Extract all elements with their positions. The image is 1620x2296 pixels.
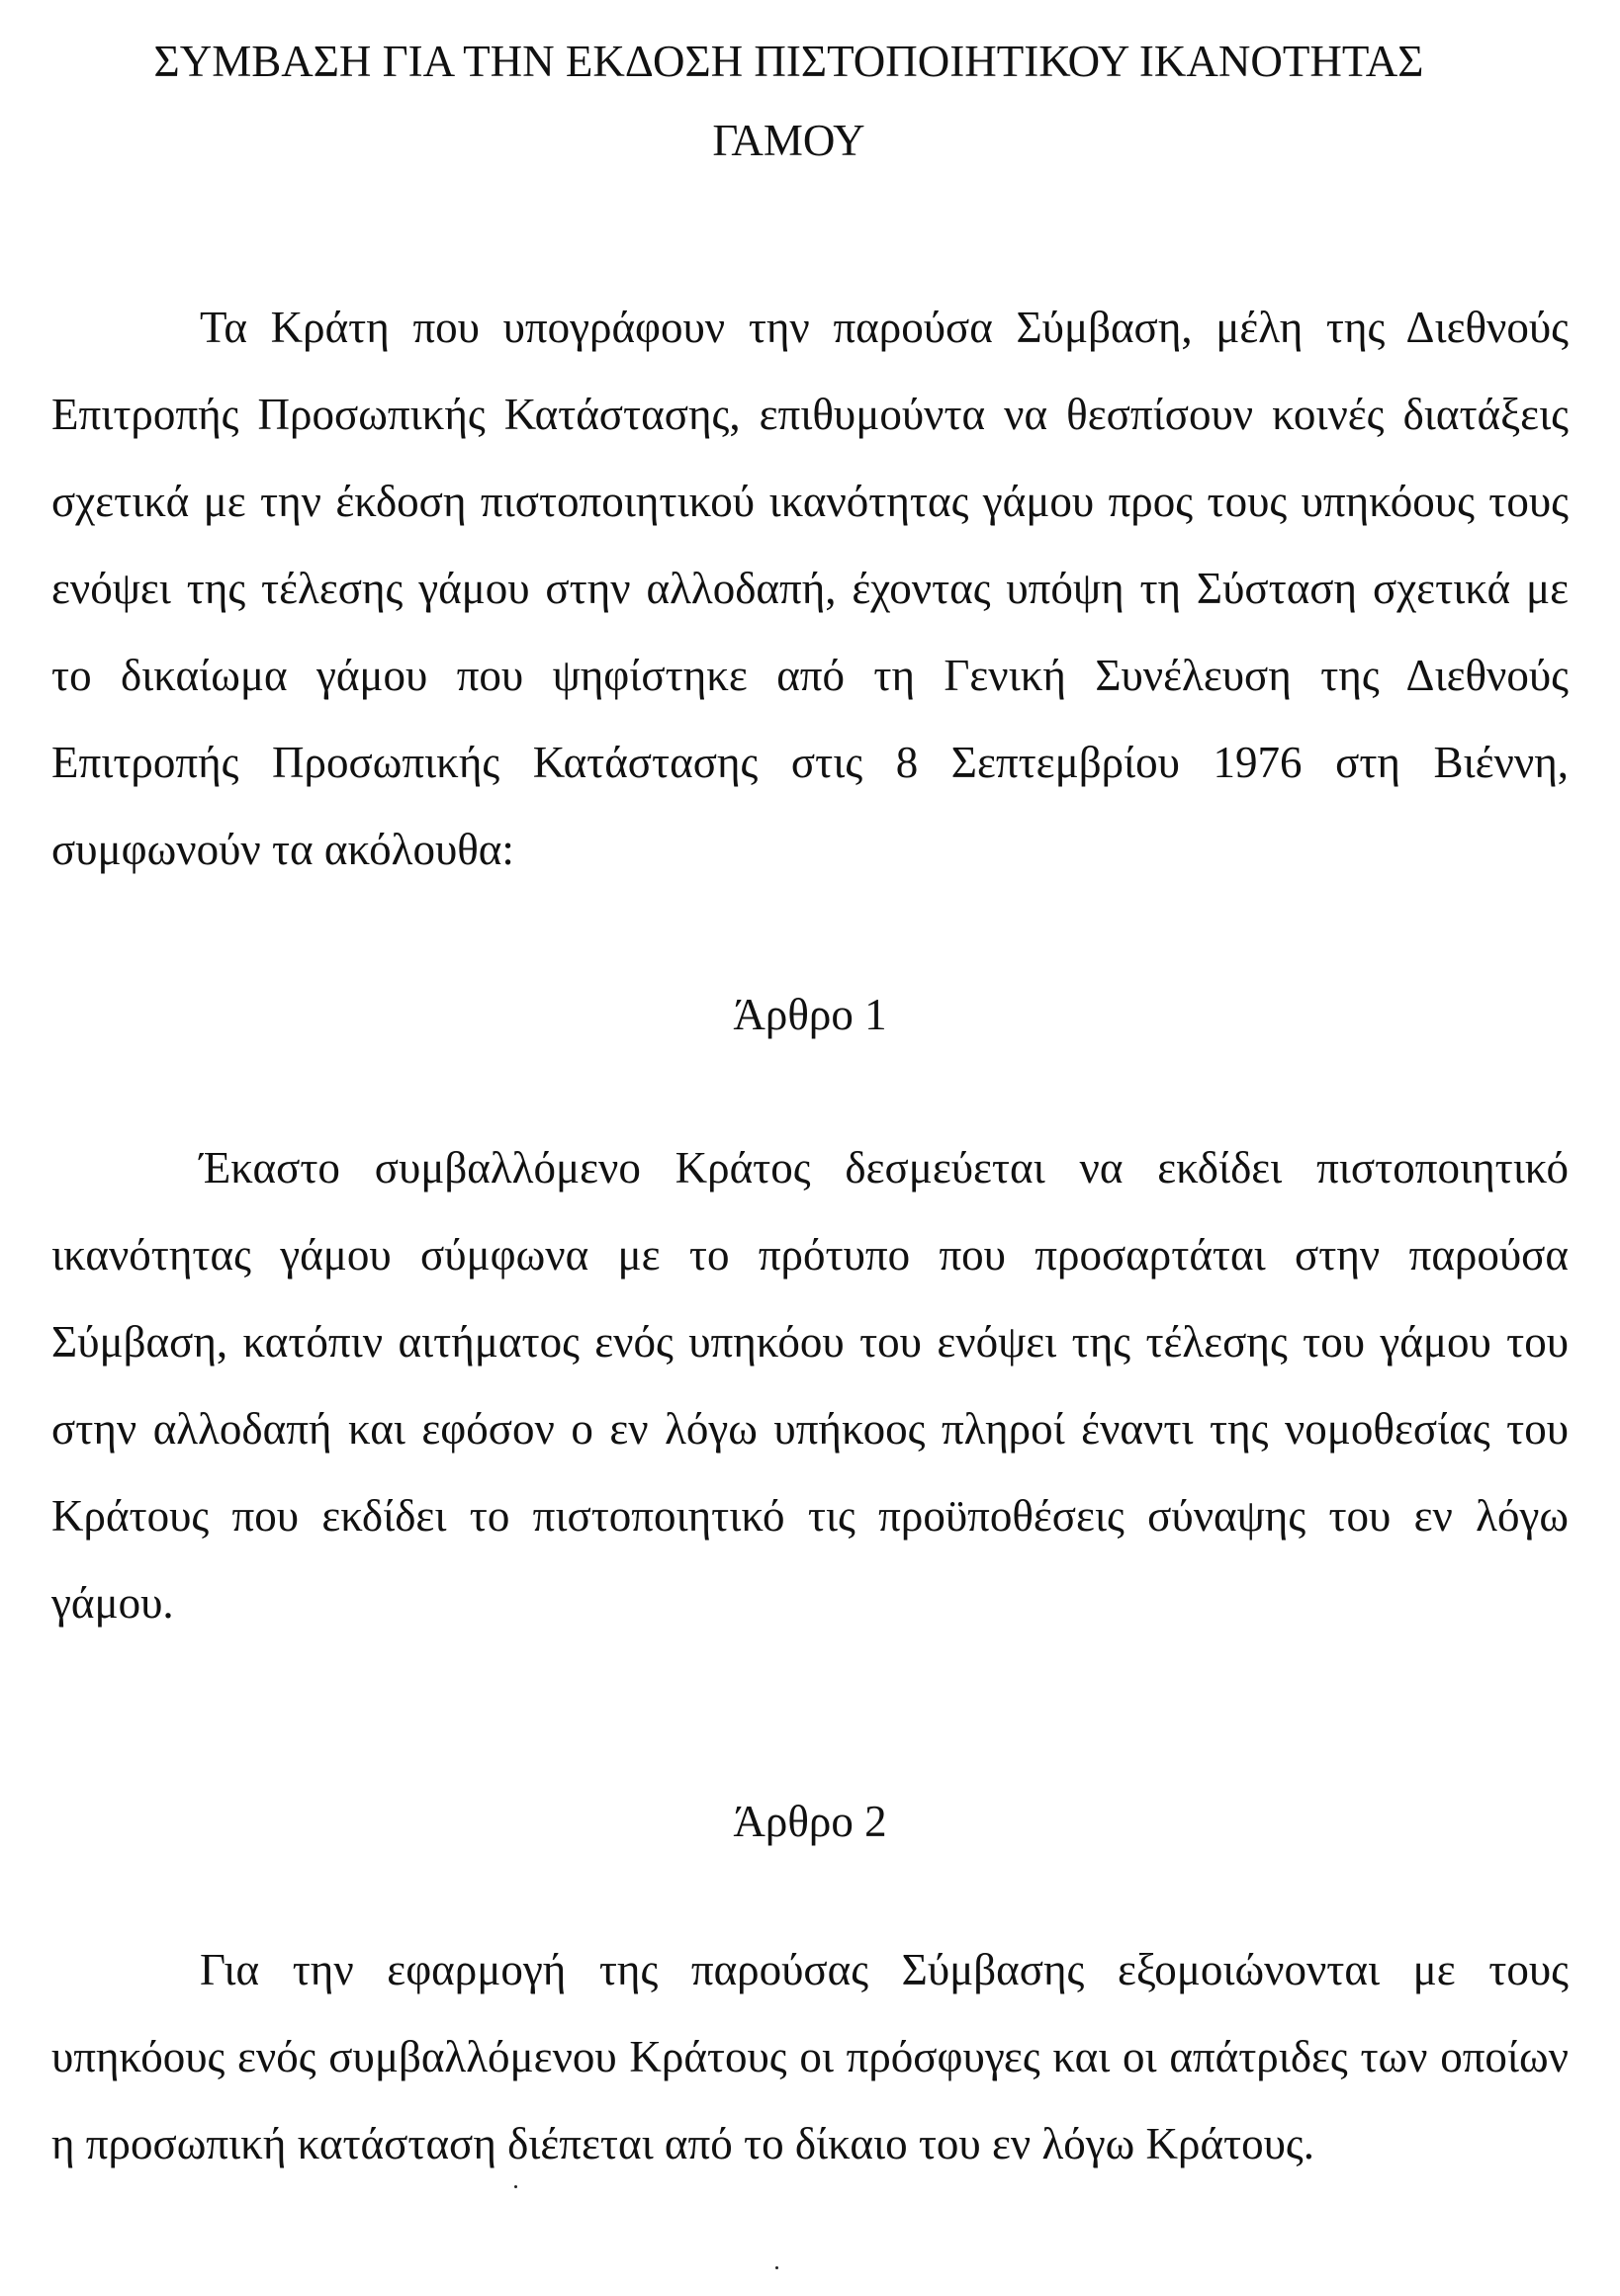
preamble-paragraph bbox=[51, 284, 1569, 893]
article-2-paragraph bbox=[51, 1926, 1569, 2187]
document-title-line-2: ΓΑΜΟΥ bbox=[712, 116, 865, 165]
document-title-line-1: ΣΥΜΒΑΣΗ ΓΙΑ ΤΗΝ ΕΚΔΟΣΗ ΠΙΣΤΟΠΟΙΗΤΙΚΟΥ ΙΚΑΝΟΤΗΤΑΣ bbox=[153, 37, 1424, 86]
article-1-paragraph bbox=[51, 1124, 1569, 1646]
article-2-text: Για την εφαρμογή της παρούσας Σύμβασης εξομοιώνονται με τους υπηκόους ενός συμβαλλόμενου Κράτους οι πρόσφυγες και οι απάτριδες των οποίων η προσωπική κατάσταση διέπεται από το δίκαιο του εν λόγω Κράτους. bbox=[51, 1945, 1569, 2168]
scan-speck bbox=[775, 2266, 778, 2269]
preamble-text: Τα Κράτη που υπογράφουν την παρούσα Σύμβαση, μέλη της Διεθνούς Επιτροπής Προσωπικής Κατάστασης, επιθυμούντα να θεσπίσουν κοινές διατάξεις σχετικά με την έκδοση πιστοποιητικού ικανότητας γάμου προς τους υπηκόους τους ενόψει της τέλεσης γάμου στην αλλοδαπή, έχοντας υπόψη τη Σύσταση σχετικά με το δικαίωμα γάμου που ψηφίστηκε από τη Γενική Συνέλευση της Διεθνούς Επιτροπής Προσωπικής Κατάστασης στις 8 Σεπτεμβρίου 1976 στη Βιέννη, συμφωνούν τα ακόλουθα: bbox=[51, 303, 1569, 874]
article-1-heading: Άρθρο 1 bbox=[733, 990, 887, 1039]
article-2-heading: Άρθρο 2 bbox=[733, 1797, 887, 1846]
article-1-text: Έκαστο συμβαλλόμενο Κράτος δεσμεύεται να εκδίδει πιστοποιητικό ικανότητας γάμου σύμφωνα με το πρότυπο που προσαρτάται στην παρούσα Σύμβαση, κατόπιν αιτήματος ενός υπηκόου του ενόψει της τέλεσης του γάμου του στην αλλοδαπή και εφόσον ο εν λόγω υπήκοος πληροί έναντι της νομοθεσίας του Κράτους που εκδίδει το πιστοποιητικό τις προϋποθέσεις σύναψης του εν λόγω γάμου. bbox=[51, 1143, 1569, 1628]
scan-speck bbox=[514, 2185, 517, 2188]
